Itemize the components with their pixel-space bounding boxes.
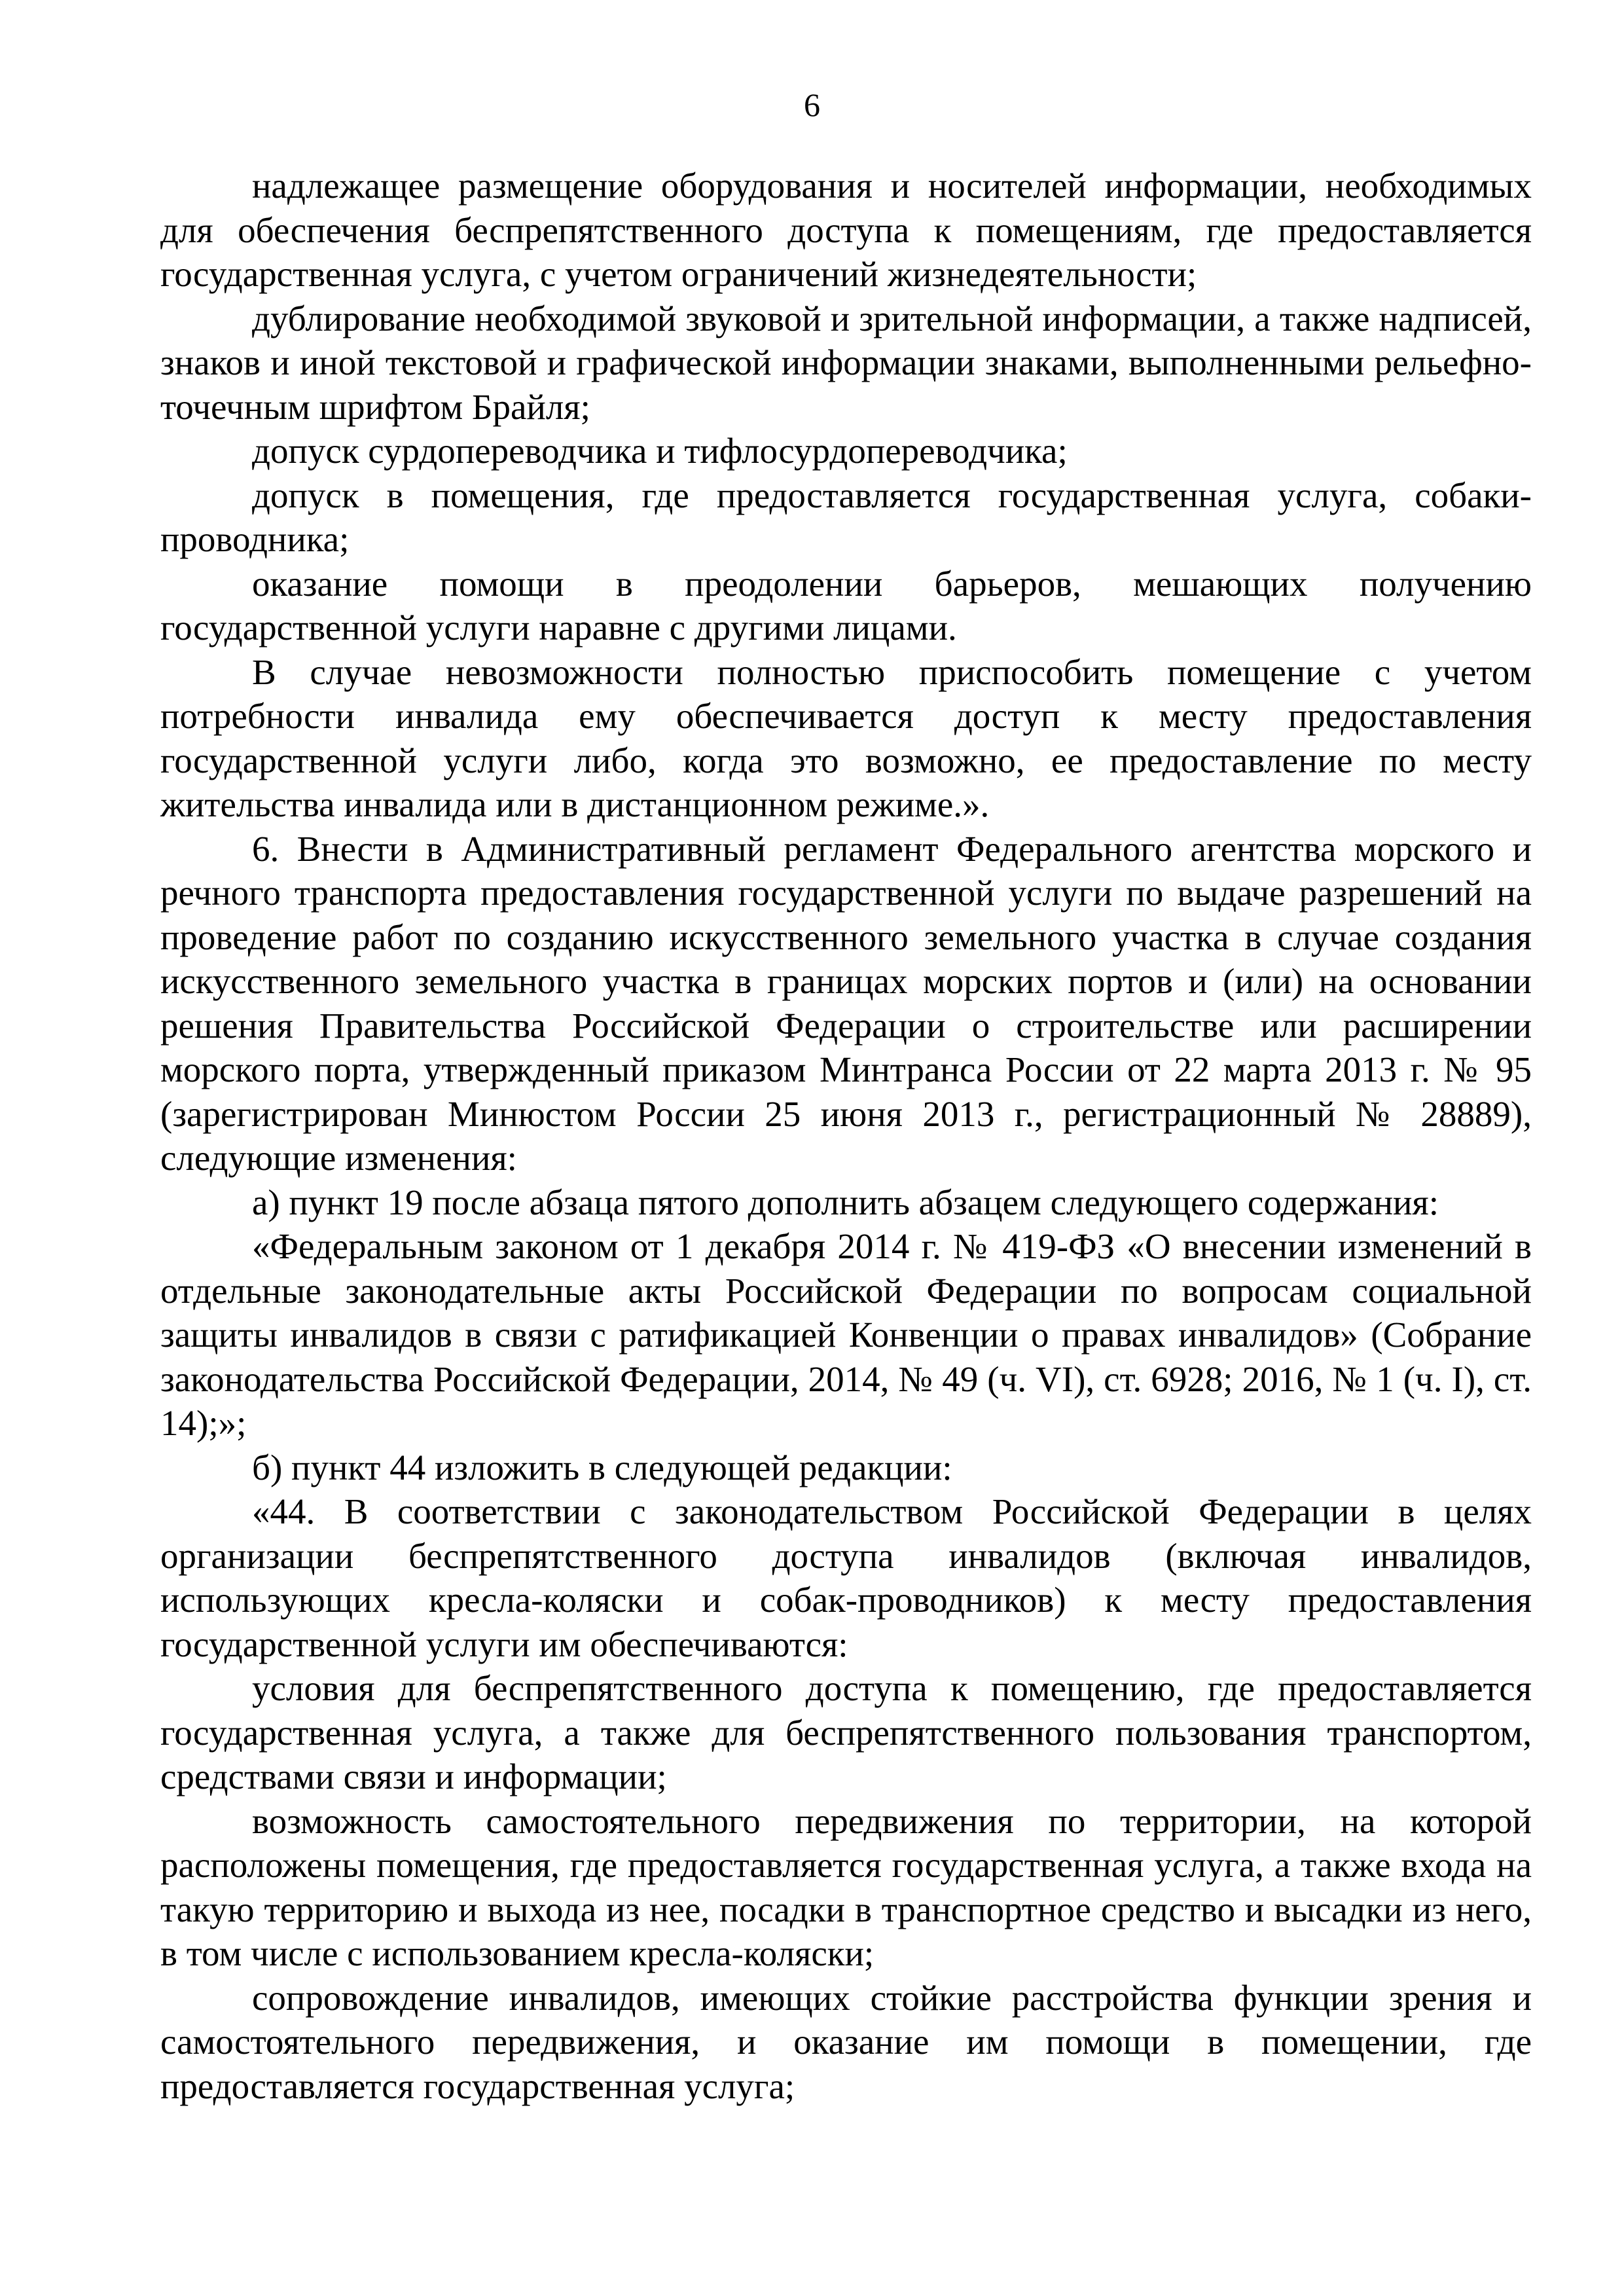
document-body — [160, 164, 1532, 2108]
paragraph-subitem-a: а) пункт 19 после абзаца пятого дополнить абзацем следующего содержания: — [252, 1182, 1439, 1222]
paragraph-independent-movement: возможность самостоятельного передвижения по территории, на которой расположены помещения, где предоставляется государственная услуга, а также входа на такую территорию и выхода из нее, посадки в транспортное средство и высадки из него, в том числе с использованием кресла-коляски; — [160, 1800, 1532, 1973]
paragraph-item-6-amendment: 6. Внести в Административный регламент Федерального агентства морского и речного транспорта предоставления государственной услуги по выдаче разрешений на проведение работ по созданию искусственного земельного участка в случае создания искусственного земельного участка в границах морских портов и (или) на основании решения Правительства Российской Федерации о строительстве или расширении морского порта, утвержденный приказом Минтранса России от 22 марта 2013 г. № 95 (зарегистрирован Минюстом России 25 июня 2013 г., регистрационный № 28889), следующие изменения: — [160, 828, 1532, 1178]
paragraph-escort-assistance: сопровождение инвалидов, имеющих стойкие расстройства функции зрения и самостоятельного передвижения, и оказание им помощи в помещении, где предоставляется государственная услуга; — [160, 1977, 1532, 2106]
paragraph-remote-service: В случае невозможности полностью приспособить помещение с учетом потребности инвалида ему обеспечивается доступ к месту предоставления государственной услуги либо, когда это возможно, ее предоставление по месту жительства инвалида или в дистанционном режиме.». — [160, 651, 1532, 824]
paragraph-federal-law-reference: «Федеральным законом от 1 декабря 2014 г. № 419-ФЗ «О внесении изменений в отдельные законодательные акты Российской Федерации по вопросам социальной защиты инвалидов в связи с ратификацией Конвенции о правах инвалидов» (Собрание законодательства Российской Федерации, 2014, № 49 (ч. VI), ст. 6928; 2016, № 1 (ч. I), ст. 14);»; — [160, 1226, 1532, 1443]
paragraph-sign-language-interpreter: допуск сурдопереводчика и тифлосурдопереводчика; — [252, 431, 1068, 471]
paragraph-access-conditions: условия для беспрепятственного доступа к помещению, где предоставляется государственная услуга, а также для беспрепятственного пользования транспортом, средствами связи и информации; — [160, 1668, 1532, 1796]
paragraph-guide-dog-access: допуск в помещения, где предоставляется государственная услуга, собаки-проводника; — [160, 475, 1532, 559]
page-number: 6 — [804, 86, 820, 123]
paragraph-barrier-assistance: оказание помощи в преодолении барьеров, мешающих получению государственной услуги наравне с другими лицами. — [160, 563, 1532, 647]
paragraph-braille-duplication: дублирование необходимой звуковой и зрительной информации, а также надписей, знаков и иной текстовой и графической информации знаками, выполненными рельефно-точечным шрифтом Брайля; — [160, 298, 1532, 427]
paragraph-subitem-b: б) пункт 44 изложить в следующей редакции: — [252, 1447, 952, 1487]
paragraph-clause-44: «44. В соответствии с законодательством Российской Федерации в целях организации беспрепятственного доступа инвалидов (включая инвалидов, использующих кресла-коляски и собак-проводников) к месту предоставления государственной услуги им обеспечиваются: — [160, 1491, 1532, 1664]
paragraph-equipment-placement: надлежащее размещение оборудования и носителей информации, необходимых для обеспечения беспрепятственного доступа к помещениям, где предоставляется государственная услуга, с учетом ограничений жизнедеятельности; — [160, 166, 1532, 294]
